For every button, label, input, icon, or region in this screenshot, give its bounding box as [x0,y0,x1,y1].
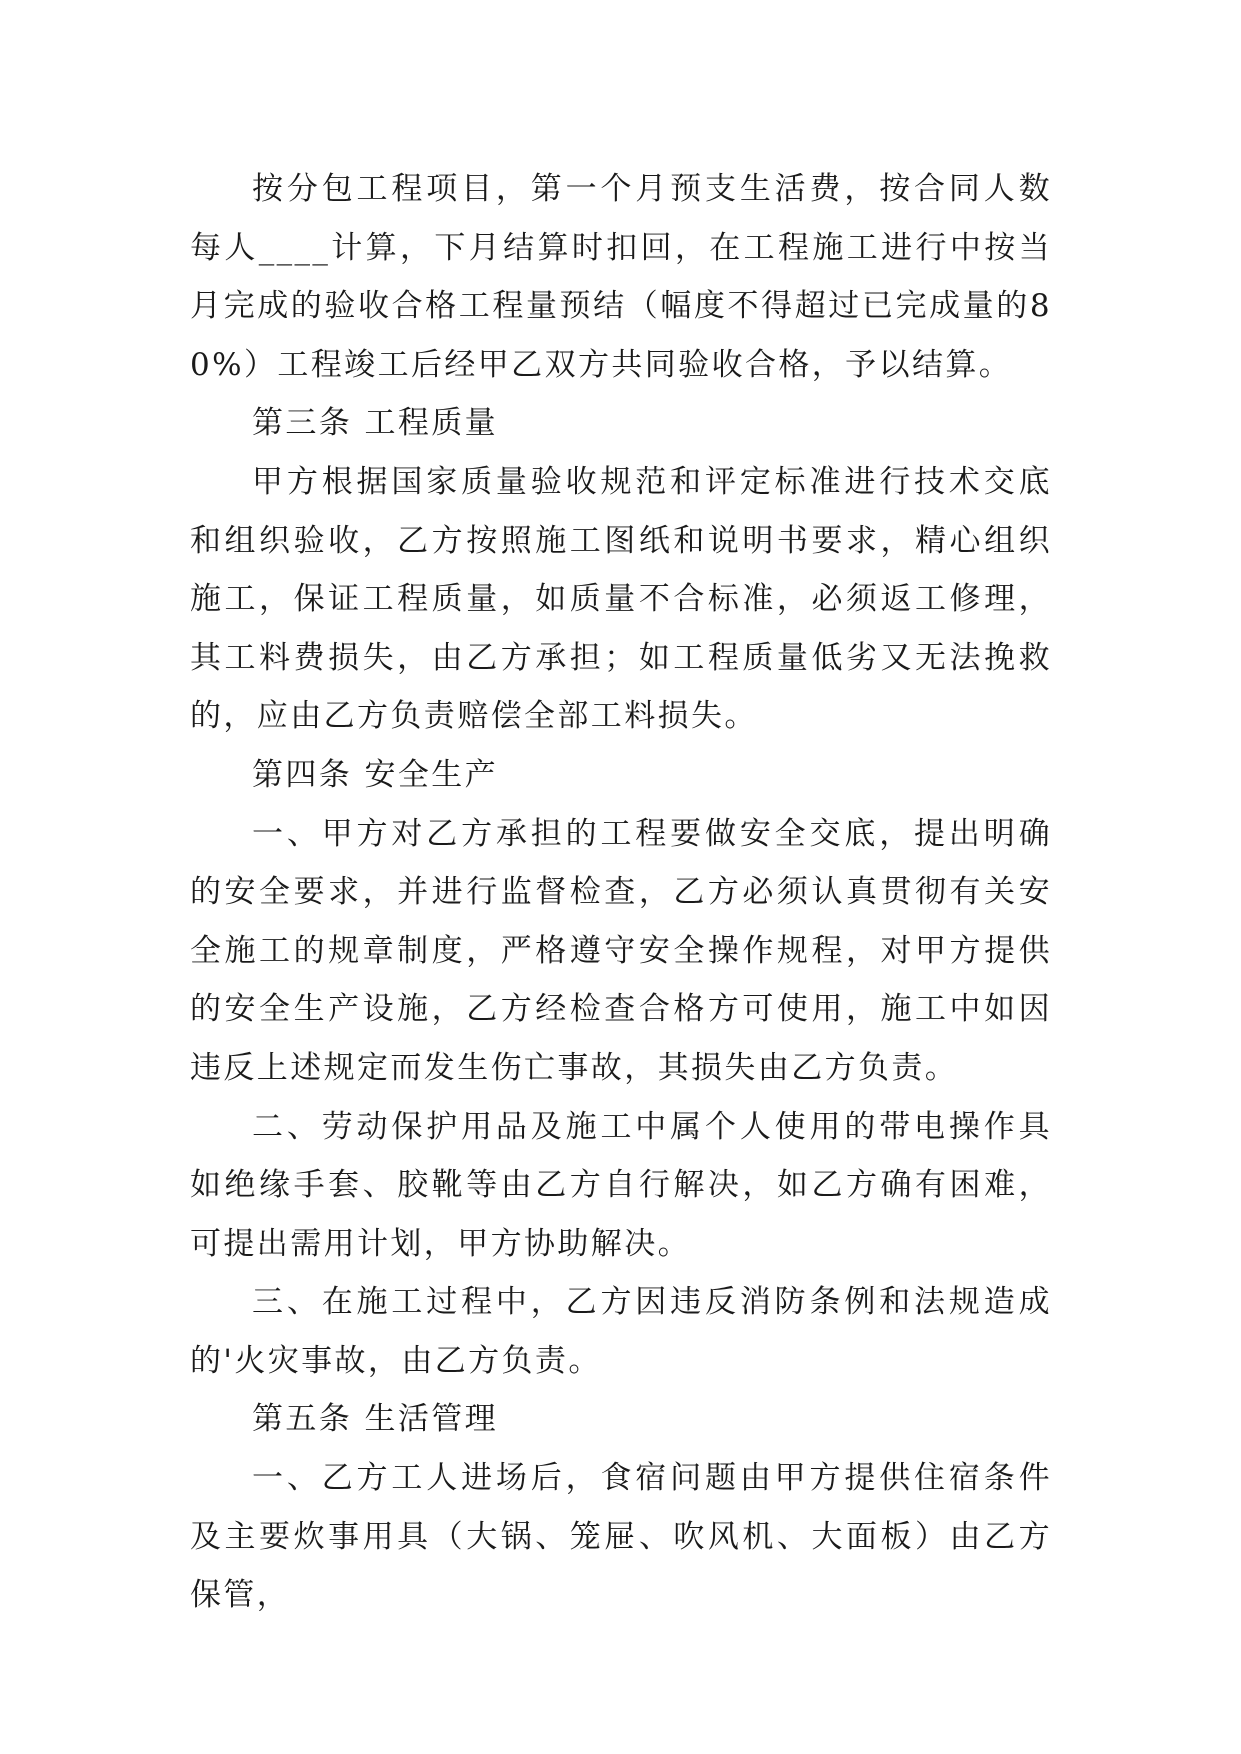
document-body [190,160,1052,1625]
heading-article-3-quality: 第三条 工程质量 [252,405,499,442]
paragraph-safety-2: 二、劳动保护用品及施工中属个人使用的带电操作具如绝缘手套、胶靴等由乙方自行解决，如乙方确有困难，可提出需用计划，甲方协助解决。 [190,1108,1052,1262]
paragraph-safety-1: 一、甲方对乙方承担的工程要做安全交底，提出明确的安全要求，并进行监督检查，乙方必须认真贯彻有关安全施工的规章制度，严格遵守安全操作规程，对甲方提供的安全生产设施，乙方经检查合格方可使用，施工中如因违反上述规定而发生伤亡事故，其损失由乙方负责。 [190,815,1052,1086]
paragraph-quality: 甲方根据国家质量验收规范和评定标准进行技术交底和组织验收，乙方按照施工图纸和说明书要求，精心组织施工，保证工程质量，如质量不合标准，必须返工修理，其工料费损失，由乙方承担；如工程质量低劣又无法挽救的，应由乙方负责赔偿全部工料损失。 [190,463,1052,735]
heading-article-5-living: 第五条 生活管理 [252,1401,499,1438]
paragraph-payment: 按分包工程项目，第一个月预支生活费，按合同人数每人____计算，下月结算时扣回，在工程施工进行中按当月完成的验收合格工程量预结（幅度不得超过已完成量的80%）工程竣工后经甲乙双方共同验收合格，予以结算。 [190,171,1052,383]
paragraph-safety-3: 三、在施工过程中，乙方因违反消防条例和法规造成的'火灾事故，由乙方负责。 [190,1284,1052,1379]
heading-article-4-safety: 第四条 安全生产 [252,756,499,793]
paragraph-living-1: 一、乙方工人进场后，食宿问题由甲方提供住宿条件及主要炊事用具（大锅、笼屉、吹风机、大面板）由乙方保管， [190,1460,1052,1614]
